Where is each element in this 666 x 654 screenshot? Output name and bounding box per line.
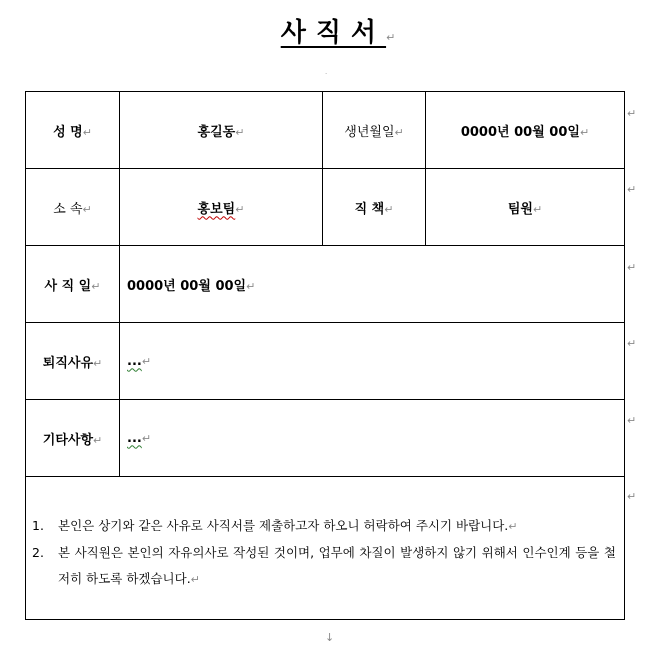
row-end-mark-icon: ↵ bbox=[627, 414, 637, 427]
note-text: 본인은 상기와 같은 사유로 사직서를 제출하고자 하오니 허락하여 주시기 바랍니다. bbox=[58, 517, 509, 533]
notes-list bbox=[26, 504, 624, 593]
table-row bbox=[26, 92, 625, 169]
position-value-cell[interactable] bbox=[426, 169, 625, 246]
position-value: 팀원 bbox=[507, 201, 533, 217]
reason-label-cell[interactable] bbox=[26, 323, 120, 400]
birth-value: 0000년 00월 00일 bbox=[460, 124, 580, 140]
resign-date-value: 0000년 00월 00일 bbox=[127, 278, 247, 294]
resign-date-value-cell[interactable] bbox=[120, 246, 625, 323]
position-label-cell[interactable] bbox=[323, 169, 426, 246]
birth-label: 생년월일 bbox=[344, 124, 395, 140]
other-label-cell[interactable] bbox=[26, 400, 120, 477]
paragraph-mark-icon: ↵ bbox=[246, 279, 256, 293]
paragraph-mark-icon: ↵ bbox=[394, 125, 404, 139]
paragraph-mark-icon: ↵ bbox=[82, 125, 92, 139]
dept-value: 홍보팀 bbox=[197, 201, 236, 217]
birth-label-cell[interactable] bbox=[323, 92, 426, 169]
list-item bbox=[32, 540, 616, 593]
note-number: 1. bbox=[32, 517, 44, 533]
name-label: 성 명 bbox=[53, 124, 83, 140]
paragraph-mark-icon: ↵ bbox=[532, 202, 543, 216]
other-value: ... bbox=[127, 430, 142, 446]
paragraph-mark-icon: ↵ bbox=[82, 202, 92, 216]
paragraph-mark-icon: ↵ bbox=[386, 31, 396, 44]
other-value-cell[interactable] bbox=[120, 400, 625, 477]
paragraph-mark-icon: ↵ bbox=[91, 279, 101, 293]
list-item bbox=[32, 513, 616, 540]
paragraph-mark-icon: ↵ bbox=[235, 125, 245, 139]
other-label: 기타사항 bbox=[42, 432, 93, 448]
paragraph-mark-icon: ↵ bbox=[93, 356, 103, 370]
row-end-mark-icon: ↵ bbox=[627, 107, 637, 120]
position-label: 직 책 bbox=[354, 201, 385, 217]
paragraph-mark-icon: ↵ bbox=[190, 572, 200, 586]
reason-label: 퇴직사유 bbox=[42, 355, 93, 371]
dept-label: 소 속 bbox=[53, 201, 83, 217]
table-row bbox=[26, 323, 625, 400]
anchor-mark-icon: · bbox=[325, 70, 328, 78]
paragraph-mark-icon: ↵ bbox=[384, 202, 394, 216]
end-arrow-icon: ↓ bbox=[325, 631, 335, 644]
name-label-cell[interactable] bbox=[26, 92, 120, 169]
document-title bbox=[0, 12, 666, 49]
dept-value-cell[interactable] bbox=[120, 169, 323, 246]
paragraph-mark-icon: ↵ bbox=[508, 519, 518, 533]
notes-cell[interactable] bbox=[26, 477, 625, 620]
paragraph-mark-icon: ↵ bbox=[93, 433, 103, 447]
resignation-form-table bbox=[25, 91, 625, 620]
table-row bbox=[26, 477, 625, 620]
paragraph-mark-icon: ↵ bbox=[141, 431, 152, 445]
birth-value-cell[interactable] bbox=[426, 92, 625, 169]
table-row bbox=[26, 246, 625, 323]
paragraph-mark-icon: ↵ bbox=[235, 202, 245, 216]
row-end-mark-icon: ↵ bbox=[627, 183, 637, 196]
row-end-mark-icon: ↵ bbox=[627, 337, 637, 350]
paragraph-mark-icon: ↵ bbox=[141, 354, 152, 368]
row-end-mark-icon: ↵ bbox=[627, 261, 637, 274]
dept-label-cell[interactable] bbox=[26, 169, 120, 246]
name-value-cell[interactable] bbox=[120, 92, 323, 169]
resign-date-label: 사 직 일 bbox=[44, 278, 92, 294]
note-number: 2. bbox=[32, 544, 44, 560]
reason-value-cell[interactable] bbox=[120, 323, 625, 400]
note-text: 본 사직원은 본인의 자유의사로 작성된 것이며, 업무에 차질이 발생하지 않기 위해서 인수인계 등을 철저히 하도록 하겠습니다. bbox=[58, 544, 616, 586]
table-row bbox=[26, 169, 625, 246]
paragraph-mark-icon: ↵ bbox=[579, 125, 590, 139]
document-title-text: 사직서 bbox=[280, 18, 387, 48]
resign-date-label-cell[interactable] bbox=[26, 246, 120, 323]
name-value: 홍길동 bbox=[197, 124, 236, 140]
table-row bbox=[26, 400, 625, 477]
reason-value: ... bbox=[127, 353, 142, 369]
row-end-mark-icon: ↵ bbox=[627, 490, 637, 503]
